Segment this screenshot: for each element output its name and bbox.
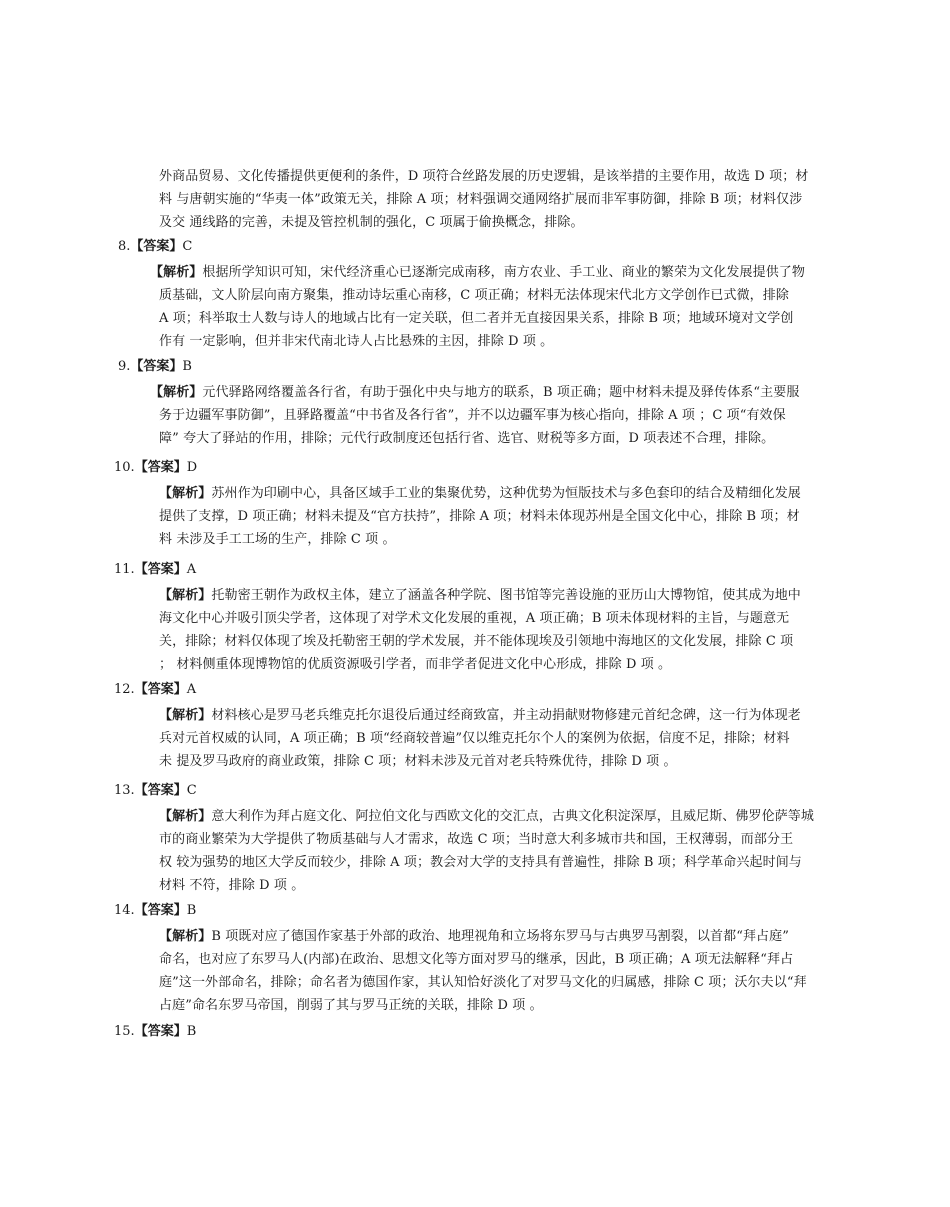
analysis-line xyxy=(150,384,799,402)
answer-value: A xyxy=(186,562,197,577)
analysis-line: 作有 一定影响，但并非宋代南北诗人占比悬殊的主因，排除 D 项 。 xyxy=(159,334,554,349)
answer-heading xyxy=(114,561,196,579)
intro-line: 料 与唐朝实施的“华夷一体”政策无关，排除 A 项；材料强调交通网络扩展而非军事防御，排除 B 项；材料仅涉 xyxy=(159,192,803,207)
analysis-line xyxy=(150,264,805,282)
answer-heading xyxy=(114,459,197,477)
intro-line: 外商品贸易、文化传播提供更便利的条件，D 项符合丝路发展的历史逻辑，是该举措的主要作用，故选 D 项；材 xyxy=(159,169,809,184)
question-number: 11. xyxy=(114,562,135,577)
answer-value: A xyxy=(186,682,197,697)
analysis-text: 意大利作为拜占庭文化、阿拉伯文化与西欧文化的交汇点，古典文化积淀深厚，且威尼斯、佛罗伦萨等城 xyxy=(211,809,815,824)
question-number: 10. xyxy=(114,460,135,475)
analysis-text: 材料核心是罗马老兵维克托尔退役后通过经商致富，并主动捐献财物修建元首纪念碑，这一行为体现老 xyxy=(211,708,801,723)
analysis-text: 托勒密王朝作为政权主体，建立了涵盖各种学院、图书馆等完善设施的亚历山大博物馆，使其成为地中 xyxy=(211,588,801,603)
analysis-line: 占庭”命名东罗马帝国，削弱了其与罗马正统的关联，排除 D 项 。 xyxy=(159,998,543,1013)
analysis-line xyxy=(159,587,801,605)
analysis-tag: 【解析】 xyxy=(159,588,212,603)
analysis-line xyxy=(159,928,789,946)
analysis-line xyxy=(159,707,801,725)
answer-tag: 【答案】 xyxy=(130,239,183,254)
question-number: 13. xyxy=(114,783,135,798)
answer-value: D xyxy=(186,460,198,475)
analysis-line: 权 较为强势的地区大学反而较少，排除 A 项；教会对大学的支持具有普遍性，排除 B 项；科学革命兴起时间与 xyxy=(159,855,802,870)
analysis-tag: 【解析】 xyxy=(159,929,212,944)
answer-heading xyxy=(118,358,192,376)
answer-tag: 【答案】 xyxy=(134,1024,187,1039)
answer-heading xyxy=(114,902,196,920)
answer-tag: 【答案】 xyxy=(134,460,187,475)
analysis-line: 海文化中心并吸引顶尖学者，这体现了对学术文化发展的重视，A 项正确；B 项未体现材料的主旨，与题意无 xyxy=(159,611,790,626)
analysis-line: A 项；科举取士人数与诗人的地域占比有一定关联，但二者并无直接因果关系，排除 B 项；地域环境对文学创 xyxy=(159,311,794,326)
analysis-line: 材料 不符，排除 D 项 。 xyxy=(159,878,305,893)
analysis-line: 关，排除；材料仅体现了埃及托勒密王朝的学术发展，并不能体现埃及引领地中海地区的文化发展，排除 C 项 xyxy=(159,634,794,649)
analysis-tag: 【解析】 xyxy=(150,265,203,280)
answer-heading xyxy=(114,782,197,800)
analysis-line: 料 未涉及手工工场的生产，排除 C 项 。 xyxy=(159,532,396,547)
analysis-line: 质基础，文人阶层向南方聚集，推动诗坛重心南移，C 项正确；材料无法体现宋代北方文学创作已式微，排除 xyxy=(159,288,789,303)
analysis-tag: 【解析】 xyxy=(159,708,212,723)
analysis-line: ； 材料侧重体现博物馆的优质资源吸引学者，而非学者促进文化中心形成，排除 D 项 。 xyxy=(159,657,672,672)
intro-line: 及交 通线路的完善，未提及管控机制的强化，C 项属于偷换概念，排除。 xyxy=(159,215,584,230)
analysis-line: 务于边疆军事防御”，且驿路覆盖“中书省及各行省”，并不以边疆军事为核心指向，排除 A 项 ；C 项“有效保 xyxy=(159,408,786,423)
analysis-line: 提供了支撑，D 项正确；材料未提及“官方扶持”，排除 A 项；材料未体现苏州是全国文化中心，排除 B 项；材 xyxy=(159,509,800,524)
analysis-line: 兵对元首权威的认同，A 项正确；B 项“经商较普遍”仅以维克托尔个人的案例为依据，信度不足，排除；材料 xyxy=(159,731,790,746)
analysis-line: 庭”这一外部命名，排除；命名者为德国作家，其认知恰好淡化了对罗马文化的归属感，排除 C 项；沃尔夫以“拜 xyxy=(159,975,807,990)
analysis-text: B 项既对应了德国作家基于外部的政治、地理视角和立场将东罗马与古典罗马割裂，以首都“拜占庭” xyxy=(211,929,789,944)
answer-heading xyxy=(114,681,196,699)
analysis-line: 未 提及罗马政府的商业政策，排除 C 项；材料未涉及元首对老兵特殊优待，排除 D 项 。 xyxy=(159,754,677,769)
question-number: 12. xyxy=(114,682,135,697)
analysis-text: 根据所学知识可知，宋代经济重心已逐渐完成南移，南方农业、手工业、商业的繁荣为文化发展提供了物 xyxy=(202,265,806,280)
analysis-tag: 【解析】 xyxy=(150,385,203,400)
question-number: 8. xyxy=(118,239,131,254)
answer-heading xyxy=(118,238,192,256)
analysis-tag: 【解析】 xyxy=(159,809,212,824)
question-number: 9. xyxy=(118,359,131,374)
analysis-line xyxy=(159,485,801,503)
answer-heading xyxy=(114,1023,196,1041)
analysis-line xyxy=(159,808,814,826)
analysis-text: 苏州作为印刷中心，具备区域手工业的集聚优势，这种优势为恒版技术与多色套印的结合及精细化发展 xyxy=(211,486,801,501)
analysis-text: 元代驿路网络覆盖各行省，有助于强化中央与地方的联系，B 项正确；题中材料未提及驿传体系“主要服 xyxy=(202,385,800,400)
answer-value: B xyxy=(186,903,197,918)
answer-value: B xyxy=(186,1024,197,1039)
answer-tag: 【答案】 xyxy=(134,903,187,918)
answer-value: C xyxy=(186,783,197,798)
analysis-line: 障” 夸大了驿站的作用，排除；元代行政制度还包括行省、选官、财税等多方面，D 项表述不合理，排除。 xyxy=(159,431,775,446)
analysis-line: 市的商业繁荣为大学提供了物质基础与人才需求，故选 C 项；当时意大利多城市共和国，王权薄弱，而部分王 xyxy=(159,832,794,847)
answer-tag: 【答案】 xyxy=(134,562,187,577)
answer-value: C xyxy=(182,239,193,254)
answer-tag: 【答案】 xyxy=(134,783,187,798)
analysis-line: 命名，也对应了东罗马人(内部)在政治、思想文化等方面对罗马的继承，因此，B 项正确；A 项无法解释“拜占 xyxy=(159,952,794,967)
question-number: 15. xyxy=(114,1024,135,1039)
answer-value: B xyxy=(182,359,192,374)
answer-tag: 【答案】 xyxy=(130,359,183,374)
question-number: 14. xyxy=(114,903,135,918)
analysis-tag: 【解析】 xyxy=(159,486,212,501)
answer-tag: 【答案】 xyxy=(134,682,187,697)
